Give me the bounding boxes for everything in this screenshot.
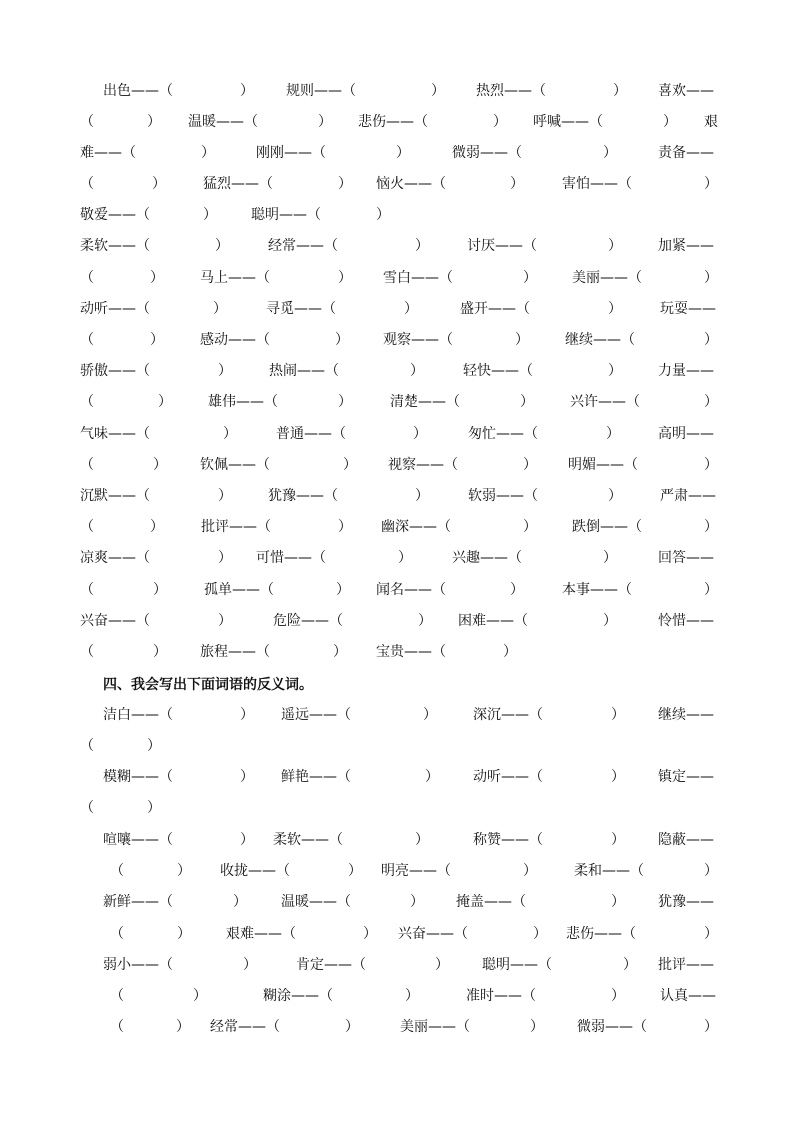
- word-item: 气味——（: [80, 426, 150, 442]
- close-paren: ）: [223, 426, 237, 442]
- word-item: 难——（: [80, 145, 136, 161]
- word-item: 沉默——（: [80, 488, 150, 504]
- close-paren: ）: [523, 457, 537, 473]
- word-item: 犹豫——: [658, 894, 714, 910]
- section-4-heading: 四、我会写出下面词语的反义词。: [103, 677, 313, 693]
- word-item: 马上——（: [200, 270, 270, 286]
- s1-row-9: [80, 328, 718, 352]
- close-paren: ）: [415, 238, 429, 254]
- word-item: 模糊——（: [103, 769, 173, 785]
- close-paren: ）: [704, 1019, 718, 1035]
- word-item: 责备——: [658, 145, 714, 161]
- close-paren: ）: [338, 270, 352, 286]
- word-item: 热闹——（: [269, 363, 339, 379]
- close-paren: ）: [410, 363, 424, 379]
- open-paren: （: [80, 644, 94, 660]
- word-item: 深沉——（: [473, 707, 543, 723]
- close-paren: ）: [415, 488, 429, 504]
- close-paren: ）: [240, 832, 254, 848]
- open-paren: （: [80, 332, 94, 348]
- word-item: 柔和——（: [574, 863, 644, 879]
- close-paren: ）: [147, 114, 161, 130]
- close-paren: ）: [218, 613, 232, 629]
- word-item: 温暖——（: [281, 894, 351, 910]
- word-item: 犹豫——（: [268, 488, 338, 504]
- close-paren: ）: [150, 270, 164, 286]
- close-paren: ）: [431, 83, 445, 99]
- close-paren: ）: [213, 301, 227, 317]
- word-item: 敬爱——（: [80, 207, 150, 223]
- s1-row-17: [80, 578, 718, 602]
- word-item: 匆忙——（: [468, 426, 538, 442]
- close-paren: ）: [345, 1019, 359, 1035]
- close-paren: ）: [530, 1019, 544, 1035]
- word-item: 害怕——（: [562, 176, 632, 192]
- close-paren: ）: [613, 83, 627, 99]
- word-item: 钦佩——（: [200, 457, 270, 473]
- close-paren: ）: [153, 582, 167, 598]
- close-paren: ）: [611, 988, 625, 1004]
- word-item: 旅程——（: [200, 644, 270, 660]
- close-paren: ）: [338, 519, 352, 535]
- word-item: 新鲜——（: [103, 894, 173, 910]
- open-paren: （: [80, 394, 94, 410]
- close-paren: ）: [704, 457, 718, 473]
- close-paren: ）: [405, 988, 419, 1004]
- close-paren: ）: [523, 863, 537, 879]
- word-item: 雪白——（: [383, 270, 453, 286]
- close-paren: ）: [608, 488, 622, 504]
- close-paren: ）: [348, 863, 362, 879]
- s1-row-3: [80, 141, 718, 165]
- close-paren: ）: [338, 176, 352, 192]
- word-item: 视察——（: [388, 457, 458, 473]
- word-item: 本事——（: [562, 582, 632, 598]
- s1-row-13: [80, 453, 718, 477]
- close-paren: ）: [523, 519, 537, 535]
- word-item: 继续——（: [565, 332, 635, 348]
- word-item: 闻名——（: [376, 582, 446, 598]
- s4-row-8: [80, 922, 718, 946]
- close-paren: ）: [363, 926, 377, 942]
- s4-row-2: [80, 734, 718, 758]
- close-paren: ）: [608, 301, 622, 317]
- word-item: 批评——（: [201, 519, 271, 535]
- word-item: 刚刚——（: [256, 145, 326, 161]
- word-item: 动听——（: [80, 301, 150, 317]
- close-paren: ）: [318, 114, 332, 130]
- close-paren: ）: [415, 832, 429, 848]
- word-item: 兴奋——（: [398, 926, 468, 942]
- word-item: 幽深——（: [381, 519, 451, 535]
- word-item: 讨厌——（: [467, 238, 537, 254]
- close-paren: ）: [623, 957, 637, 973]
- word-item: 热烈——（: [476, 83, 546, 99]
- word-item: 收拢——（: [220, 863, 290, 879]
- word-item: 宝贵——（: [376, 644, 446, 660]
- close-paren: ）: [153, 457, 167, 473]
- s4-row-6: [80, 859, 718, 883]
- s1-row-2: [80, 110, 718, 134]
- word-item: 肯定——（: [296, 957, 366, 973]
- word-item: 明亮——（: [381, 863, 451, 879]
- close-paren: ）: [493, 114, 507, 130]
- close-paren: ）: [611, 769, 625, 785]
- close-paren: ）: [203, 207, 217, 223]
- close-paren: ）: [410, 894, 424, 910]
- close-paren: ）: [608, 238, 622, 254]
- close-paren: ）: [704, 176, 718, 192]
- word-item: 镇定——: [658, 769, 714, 785]
- word-item: 美丽——（: [400, 1019, 470, 1035]
- close-paren: ）: [515, 332, 529, 348]
- word-item: 微弱——（: [452, 145, 522, 161]
- word-item: 软弱——（: [468, 488, 538, 504]
- open-paren: （: [110, 926, 124, 942]
- open-paren: （: [110, 1019, 124, 1035]
- close-paren: ）: [158, 394, 172, 410]
- word-item: 艰难——（: [226, 926, 296, 942]
- close-paren: ）: [335, 332, 349, 348]
- word-item: 清楚——（: [390, 394, 460, 410]
- word-item: 聪明——（: [482, 957, 552, 973]
- close-paren: ）: [704, 582, 718, 598]
- word-item: 称赞——（: [473, 832, 543, 848]
- s1-row-4: [80, 172, 718, 196]
- close-paren: ）: [603, 145, 617, 161]
- word-item: 可惜——（: [256, 550, 326, 566]
- s1-row-5: [80, 203, 718, 227]
- close-paren: ）: [603, 550, 617, 566]
- word-item: 聪明——（: [251, 207, 321, 223]
- close-paren: ）: [663, 114, 677, 130]
- close-paren: ）: [177, 863, 191, 879]
- close-paren: ）: [398, 550, 412, 566]
- close-paren: ）: [533, 926, 547, 942]
- word-item: 明媚——（: [568, 457, 638, 473]
- s4-row-5: [80, 828, 718, 852]
- word-item: 遥远——（: [281, 707, 351, 723]
- close-paren: ）: [435, 957, 449, 973]
- s1-row-6: [80, 234, 718, 258]
- word-item: 出色——（: [103, 83, 173, 99]
- close-paren: ）: [215, 238, 229, 254]
- s1-row-14: [80, 484, 718, 508]
- s4-row-3: [80, 765, 718, 789]
- close-paren: ）: [423, 707, 437, 723]
- s1-row-12: [80, 422, 718, 446]
- open-paren: （: [80, 114, 94, 130]
- close-paren: ）: [150, 519, 164, 535]
- word-item: 经常——（: [210, 1019, 280, 1035]
- open-paren: （: [80, 457, 94, 473]
- open-paren: （: [80, 738, 94, 754]
- word-item: 掩盖——（: [456, 894, 526, 910]
- close-paren: ）: [520, 394, 534, 410]
- close-paren: ）: [704, 926, 718, 942]
- s4-row-10: [80, 984, 718, 1008]
- word-item: 雄伟——（: [208, 394, 278, 410]
- word-item: 动听——（: [473, 769, 543, 785]
- word-item: 盛开——（: [460, 301, 530, 317]
- word-item: 力量——: [658, 363, 714, 379]
- open-paren: （: [80, 176, 94, 192]
- word-item: 严肃——: [660, 488, 716, 504]
- close-paren: ）: [240, 769, 254, 785]
- s4-row-1: [80, 703, 718, 727]
- close-paren: ）: [704, 270, 718, 286]
- close-paren: ）: [704, 332, 718, 348]
- s1-row-7: [80, 266, 718, 290]
- open-paren: （: [80, 800, 94, 816]
- word-item: 高明——: [658, 426, 714, 442]
- word-item: 怜惜——: [658, 613, 714, 629]
- word-item: 继续——: [658, 707, 714, 723]
- close-paren: ）: [396, 145, 410, 161]
- close-paren: ）: [240, 83, 254, 99]
- word-item: 规则——（: [286, 83, 356, 99]
- word-item: 柔软——（: [273, 832, 343, 848]
- close-paren: ）: [704, 863, 718, 879]
- close-paren: ）: [153, 644, 167, 660]
- close-paren: ）: [425, 769, 439, 785]
- word-item: 轻快——（: [463, 363, 533, 379]
- word-item: 兴奋——（: [80, 613, 150, 629]
- close-paren: ）: [404, 301, 418, 317]
- word-item: 孤单——（: [204, 582, 274, 598]
- word-item: 微弱——（: [577, 1019, 647, 1035]
- word-item: 隐蔽——: [658, 832, 714, 848]
- word-item: 弱小——（: [103, 957, 173, 973]
- close-paren: ）: [376, 207, 390, 223]
- word-item: 观察——（: [383, 332, 453, 348]
- s4-row-4: [80, 796, 718, 820]
- word-item: 艰: [704, 114, 718, 130]
- close-paren: ）: [150, 332, 164, 348]
- s1-row-18: [80, 609, 718, 633]
- open-paren: （: [80, 582, 94, 598]
- word-item: 跌倒——（: [572, 519, 642, 535]
- close-paren: ）: [201, 145, 215, 161]
- word-item: 猛烈——（: [203, 176, 273, 192]
- close-paren: ）: [611, 707, 625, 723]
- word-item: 悲伤——（: [566, 926, 636, 942]
- word-item: 洁白——（: [103, 707, 173, 723]
- close-paren: ）: [218, 550, 232, 566]
- word-item: 寻觅——（: [266, 301, 336, 317]
- close-paren: ）: [147, 738, 161, 754]
- close-paren: ）: [193, 988, 207, 1004]
- word-item: 喜欢——: [658, 83, 714, 99]
- s1-row-15: [80, 515, 718, 539]
- word-item: 凉爽——（: [80, 550, 150, 566]
- s1-row-11: [80, 390, 718, 414]
- close-paren: ）: [233, 894, 247, 910]
- s4-row-9: [80, 953, 718, 977]
- s1-row-10: [80, 359, 718, 383]
- open-paren: （: [110, 988, 124, 1004]
- word-item: 危险——（: [273, 613, 343, 629]
- close-paren: ）: [523, 270, 537, 286]
- close-paren: ）: [176, 1019, 190, 1035]
- close-paren: ）: [333, 644, 347, 660]
- open-paren: （: [80, 270, 94, 286]
- close-paren: ）: [147, 800, 161, 816]
- word-item: 批评——: [658, 957, 714, 973]
- s4-row-7: [80, 890, 718, 914]
- word-item: 认真——: [660, 988, 716, 1004]
- word-item: 呼喊——（: [533, 114, 603, 130]
- word-item: 糊涂——（: [263, 988, 333, 1004]
- close-paren: ）: [704, 394, 718, 410]
- open-paren: （: [80, 519, 94, 535]
- word-item: 恼火——（: [376, 176, 446, 192]
- word-item: 普通——（: [276, 426, 346, 442]
- word-item: 喧嚷——（: [103, 832, 173, 848]
- close-paren: ）: [177, 926, 191, 942]
- close-paren: ）: [338, 394, 352, 410]
- close-paren: ）: [336, 582, 350, 598]
- word-item: 兴趣——（: [452, 550, 522, 566]
- close-paren: ）: [611, 894, 625, 910]
- word-item: 经常——（: [268, 238, 338, 254]
- word-item: 感动——（: [200, 332, 270, 348]
- word-item: 困难——（: [458, 613, 528, 629]
- close-paren: ）: [510, 176, 524, 192]
- close-paren: ）: [611, 832, 625, 848]
- word-item: 准时——（: [466, 988, 536, 1004]
- s1-row-8: [80, 297, 718, 321]
- close-paren: ）: [218, 363, 232, 379]
- word-item: 兴许——（: [570, 394, 640, 410]
- close-paren: ）: [704, 519, 718, 535]
- close-paren: ）: [608, 363, 622, 379]
- word-item: 美丽——（: [572, 270, 642, 286]
- close-paren: ）: [418, 613, 432, 629]
- close-paren: ）: [152, 176, 166, 192]
- close-paren: ）: [606, 426, 620, 442]
- s1-row-1: [80, 79, 718, 103]
- close-paren: ）: [603, 613, 617, 629]
- close-paren: ）: [343, 457, 357, 473]
- s1-row-16: [80, 546, 718, 570]
- word-item: 柔软——（: [80, 238, 150, 254]
- s1-row-19: [80, 640, 718, 664]
- word-item: 回答——: [658, 550, 714, 566]
- close-paren: ）: [510, 582, 524, 598]
- close-paren: ）: [503, 644, 517, 660]
- word-item: 悲伤——（: [358, 114, 428, 130]
- word-item: 玩耍——: [660, 301, 716, 317]
- close-paren: ）: [243, 957, 257, 973]
- close-paren: ）: [413, 426, 427, 442]
- close-paren: ）: [240, 707, 254, 723]
- close-paren: ）: [218, 488, 232, 504]
- s4-row-11: [80, 1015, 718, 1039]
- word-item: 温暖——（: [188, 114, 258, 130]
- word-item: 鲜艳——（: [281, 769, 351, 785]
- word-item: 加紧——: [658, 238, 714, 254]
- open-paren: （: [110, 863, 124, 879]
- word-item: 骄傲——（: [80, 363, 150, 379]
